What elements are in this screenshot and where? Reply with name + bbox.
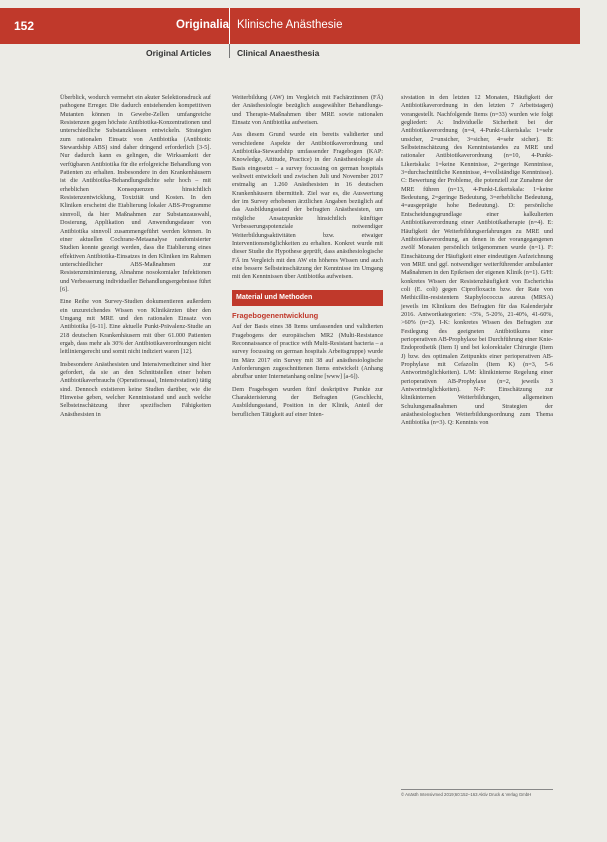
column-3: [401, 94, 553, 432]
paragraph: Eine Reihe von Survey-Studien dokumentieren außerdem ein unzureichendes Wissen von Klinikärzten über den Umgang mit MRE und den rationalen Einsatz von Antibiotika [6-11]. Eine aktuelle Punkt-Prävalenz-Studie an 218 deutschen Krankenhäusern mit über 61.000 Patienten ergab, dass mehr als 30% der Antibiotikaverordnungen nicht leitliniengerecht und somit nicht indiziert waren [12].: [60, 298, 211, 356]
subhead-original-articles: Original Articles: [146, 48, 212, 58]
paragraph: Auf der Basis eines 38 Items umfassenden und validierten Fragebogens der europäischen MR2 (Multi-Resistance Reconnaissance of practice with Multi-Resistant bacteria – a survey focussing on german hospitals Arbeitsgruppe) wurde im März 2017 ein Survey mit 38 auf anästhesiologische Anforderungen zugeschnittenen Items entwickelt (Anhang abrufbar unter Internetanhang online [www] [a-6]).: [232, 323, 383, 381]
column-1: [60, 94, 211, 423]
header-band: [0, 8, 580, 44]
paragraph: Weiterbildung (AW) im Vergleich mit Fachärztinnen (FÄ) der Anästhesiologie bezüglich ausgewählter Behandlungs- und Therapie-Maßnahmen über MRE sowie rationalen Einsatz von Antibiotika aufweisen.: [232, 94, 383, 127]
subhead-clinical-anaesthesia: Clinical Anaesthesia: [237, 48, 320, 58]
paragraph: Insbesondere Anästhesisten und Intensivmediziner sind hier gefordert, da sie an den Schnittstellen einer hohen Antibiotikaverbrauchs (Operationssaal, Intensivstation) tätig sind. Dennoch existieren keine Studien darüber, wie die Hinweise geben, welcher Kenntnisstand und auch welche Selbsteinschätzung ihrer spezifischen Fähigkeiten Anästhesisten in: [60, 360, 211, 418]
subsection-title: Fragebogenentwicklung: [232, 310, 319, 320]
page-footer: © Anästh Intensivmed 2019;60:152–163 Aktiv Druck & Verlag GmbH: [401, 789, 553, 797]
section-label: Klinische Anästhesie: [237, 19, 343, 31]
header-divider: [229, 8, 230, 44]
subhead-divider: [229, 44, 230, 58]
paragraph: Aus diesem Grund wurde ein bereits validierter und verschiedene Aspekte der Antibiotikaverordnung und Antibiotika-Stewardship umfassender Fragebogen (KAP: Knowledge, Attitude, Practice) in der Anästhesiologie als Basis eingesetzt – a survey focussing on german hospitals weltweit entwickelt und zwischen Juli und November 2017 erstmalig an 1.260 Anästhesisten in 16 deutschen Krankenhäusern übermittelt. Ziel war es, die Auswertung der im Survey erhobenen ärztlichen Angaben bezüglich auf das Ausbildungsstand der befragten Anästhesisten, um mögliche Ansatzpunkte hinsichtlich künftiger Verbesserungspotenziale notwendiger Weiterbildungsaktivitäten bzw. etwaiger Interventionsmöglichkeiten zu erhalten. Konkret wurde mit dieser Studie die Hypothese geprüft, dass anästhesiologische FÄ im Vergleich mit den AW ein höheres Wissen und auch eine bessere Selbsteinschätzung der Kenntnisse im Umgang mit den Kenntnissen über Antibiotika aufweisen.: [232, 131, 383, 281]
category-label: Originalia: [176, 19, 230, 31]
column-2: [232, 94, 383, 423]
page-number: 152: [14, 19, 35, 33]
paragraph: sivstation in den letzten 12 Monaten, Häufigkeit der Antibiotikaverordnung in den letzten 7 Arbeitstagen) vorangestellt. Nachfolgende Items (n=33) wurden wie folgt gegliedert: A: Individuelle Sicherheit bei der Antibiotikaverordnung (n=4, 4-Punkt-Likertskala: 1=sehr unsicher, 2=unsicher, 3=sicher, 4=sehr sicher). B: Selbsteinschätzung des Kenntnisstandes zu MRE und rationaler Antibiotikaverordnung (n=10, 4-Punkt-Likertskala: 1=keine Kenntnisse, 2=geringe Kenntnisse, 3=durchschnittliche Kenntnisse, 4=vollständige Kenntnisse). C: Bewertung der Probleme, die potenziell zur Zunahme der MRE führen (n=13, 4-Punkt-Likertskala: 1=keine Bedeutung, 2=geringe Bedeutung, 3=erhebliche Bedeutung, 4=ausgeprägte hohe Bedeutung). D: persönliche Entscheidungsgrundlage einer kalkulierten Antibiotikaverordnung einer Antibiotikatherapie (n=4). E: Häufigkeit der Weiterbildungserfahrungen zu MRE und Antibiotikaverordnung, an denen in der vorangegangenen zwölf Monaten persönlich teilgenommen wurde (n=1). F: Einschätzung der Häufigkeit einer eindeutigen Aufzeichnung von MRE und ggf. notwendiger weiterführender ambulanter Maßnahmen in den Epikrisen der eigenen Klinik (n=1). G/H: konkretes Wissen der Resistenzhäufigkeit von Escherichia coli (E. coli) gegen Ciprofloxacin bzw. der Rate von Methicillin-resistentem Staphylococcus aureus (MRSA) jeweils im Klinikum des Befragten für das Kalenderjahr 2016. Antwortkategorien: <5%, 5-20%, 21-40%, 41-60%, >60% (n=2). I-K: konkretes Wissen des Befragten zur Festlegung des geeigneten Antibiotikums einer perioperativen AB-Prophylaxe bei Durchführung einer Knie-Endoprothetik (Item I) und bei kolorektaler Chirurgie (Item J) bzw. des optimalen Zeitpunkts einer perioperativen AB-Prophylaxe mit Cefazolin (Item K) (n=3, 5-6 Antwortmöglichkeiten). L/M: klinikinterne Regelung einer perioperativen AB-Prophylaxe (n=2, jeweils 3 Antwortmöglichkeiten). N-P: Einschätzung zur klinikinternen Weiterbildungen, allgemeinen Schulungsmaßnahmen und Strategien der anästhesiologischen Weiterbildungsordnung zum Thema Antibiotika (n=3). Q: Kenntnis von: [401, 94, 553, 427]
paragraph: Dem Fragebogen wurden fünf deskriptive Punkte zur Charakterisierung der Befragten (Geschlecht, Ausbildungsstand, Position in der Klinik, Anteil der beruflichen Tätigkeit auf einer Inten-: [232, 385, 383, 418]
paragraph: Überblick, wodurch vermehrt ein akuter Selektionsdruck auf pathogene Erreger. Die dadurch entstehenden kompetitiven Mutanten können in Gewebe-Zellen umfangreiche Resistenzen gegen höchste Antibiotika-Konzentrationen und unterschiedliche Substanzklassen entwickeln. Strategien zum rationalen Einsatz von Antibiotika (Antibiotic Stewardship ABS) sind daher dringend erforderlich [3-5]. Nur dadurch kann es gelingen, die Wirksamkeit der verfügbaren Antibiotika für die erfolgreiche Behandlung von Patienten zu erhalten. Insbesondere in den Krankenhäusern ist die Antibiotika-Behandlungsdichte sehr hoch – mit erheblichen Konsequenzen hinsichtlich Resistenzentwicklung, Toxizität und Kosten. In den Kliniken erscheint die Etablierung lokaler ABS-Programme sinnvoll, da hier Maßnahmen zur Substanzauswahl, Dosierung, Applikation und Anwendungsdauer von Antibiotika sinnvoll zusammengeführt werden können. In einer aktuellen Cochrane-Metaanalyse randomisierter Studien konnte gezeigt werden, dass die Etablierung eines effektiven Antibiotika-Einsatzes in den Kliniken im Rahmen unterschiedlicher ABS-Maßnahmen zur Resistenzminimierung, Abnahme nosokomialer Infektionen und Verbesserung individueller Behandlungsergebnisse führt [6].: [60, 94, 211, 293]
methods-section-banner: Material und Methoden: [232, 290, 383, 306]
